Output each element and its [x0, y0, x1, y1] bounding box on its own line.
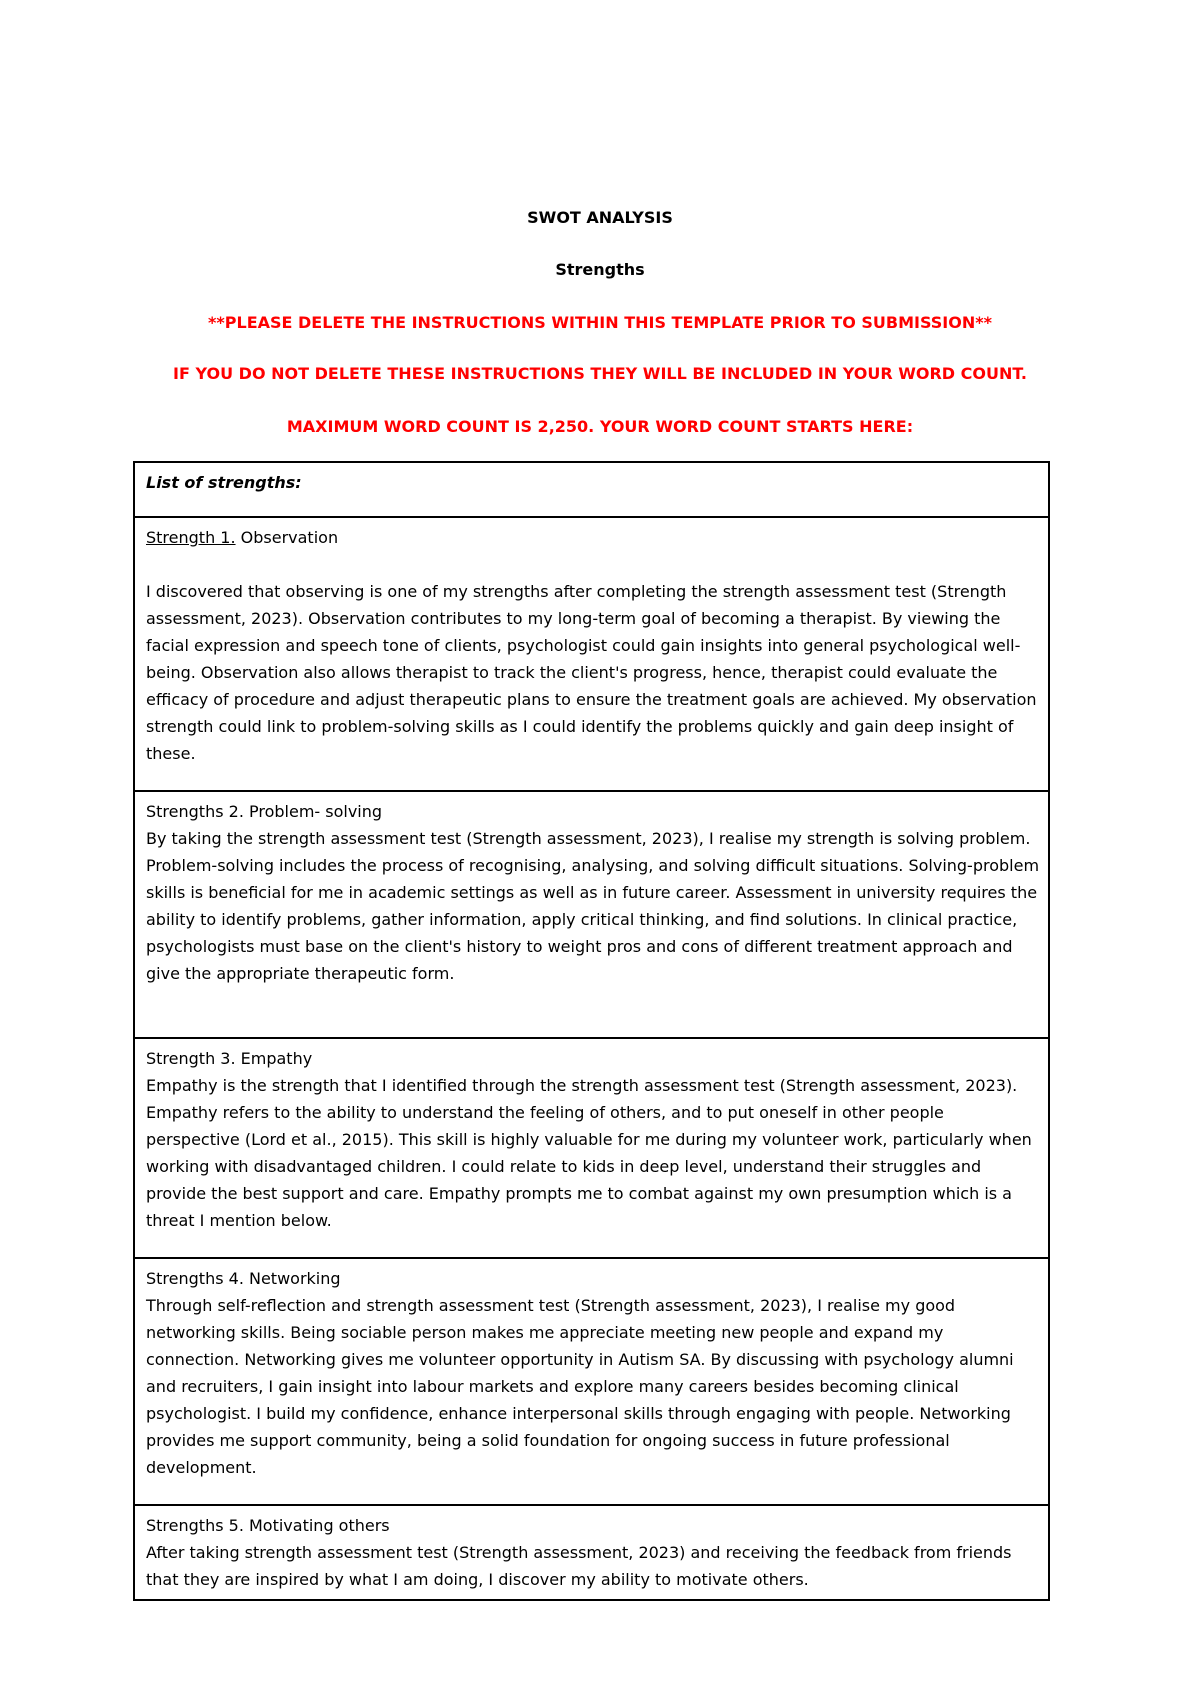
- table-header-cell: [134, 462, 1049, 517]
- table-row: [134, 462, 1049, 517]
- table-row: [134, 1258, 1049, 1505]
- strength-cell: [134, 517, 1049, 791]
- strength-heading: [146, 1045, 1040, 1072]
- document-title: SWOT ANALYSIS: [527, 208, 673, 227]
- table-row: [134, 791, 1049, 1038]
- strength-name: Empathy: [235, 1049, 313, 1068]
- strength-description: Empathy is the strength that I identified through the strength assessment test (Strength assessment, 2023). Empathy refers to the ability to understand the feeling of others, and to put oneself in other people perspective (Lord et al., 2015). This skill is highly valuable for me during my volunteer work, particularly when working with disadvantaged children. I could relate to kids in deep level, understand their struggles and provide the best support and care. Empathy prompts me to combat against my own presumption which is a threat I mention below.: [146, 1076, 1032, 1230]
- strength-heading: [146, 1512, 1040, 1539]
- instruction-line: MAXIMUM WORD COUNT IS 2,250. YOUR WORD COUNT STARTS HERE:: [286, 417, 914, 436]
- strength-name: Motivating others: [243, 1516, 390, 1535]
- strength-description: Through self-reflection and strength assessment test (Strength assessment, 2023), I realise my good networking skills. Being sociable person makes me appreciate meeting new people and expand my connection. Networking gives me volunteer opportunity in Autism SA. By discussing with psychology alumni and recruiters, I gain insight into labour markets and explore many careers besides becoming clinical psychologist. I build my confidence, enhance interpersonal skills through engaging with people. Networking provides me support community, being a solid foundation for ongoing success in future professional development.: [146, 1296, 1014, 1477]
- section-heading: Strengths: [555, 260, 645, 279]
- strengths-table: [133, 461, 1050, 1601]
- strength-name: Problem- solving: [243, 802, 383, 821]
- strength-description: By taking the strength assessment test (Strength assessment, 2023), I realise my strength is solving problem. Problem-solving includes the process of recognising, analysing, and solving difficult situations. Solving-problem skills is beneficial for me in academic settings as well as in future career. Assessment in university requires the ability to identify problems, gather information, apply critical thinking, and find solutions. In clinical practice, psychologists must base on the client's history to weight pros and cons of different treatment approach and give the appropriate therapeutic form.: [146, 829, 1040, 983]
- strength-cell: [134, 1505, 1049, 1600]
- strength-name: Observation: [235, 528, 339, 547]
- strength-number: Strength 3.: [146, 1049, 236, 1068]
- instruction-line: IF YOU DO NOT DELETE THESE INSTRUCTIONS THEY WILL BE INCLUDED IN YOUR WORD COUNT.: [173, 364, 1027, 383]
- paragraph-gap: [146, 551, 1040, 578]
- strength-cell: [134, 1038, 1049, 1258]
- strength-number: Strengths 4.: [146, 1269, 244, 1288]
- strength-name: Networking: [243, 1269, 341, 1288]
- strength-description: I discovered that observing is one of my strengths after completing the strength assessment test (Strength assessment, 2023). Observation contributes to my long-term goal of becoming a therapist. By viewing the facial expression and speech tone of clients, psychologist could gain insights into general psychological well-being. Observation also allows therapist to track the client's progress, hence, therapist could evaluate the efficacy of procedure and adjust therapeutic plans to ensure the treatment goals are achieved. My observation strength could link to problem-solving skills as I could identify the problems quickly and gain deep insight of these.: [146, 582, 1037, 763]
- table-row: [134, 1505, 1049, 1600]
- instruction-line: **PLEASE DELETE THE INSTRUCTIONS WITHIN THIS TEMPLATE PRIOR TO SUBMISSION**: [208, 313, 992, 332]
- table-row: [134, 517, 1049, 791]
- list-header: List of strengths:: [146, 473, 302, 492]
- strength-cell: [134, 1258, 1049, 1505]
- strength-number: Strengths 5.: [146, 1516, 244, 1535]
- strength-description: After taking strength assessment test (Strength assessment, 2023) and receiving the feedback from friends that they are inspired by what I am doing, I discover my ability to motivate others.: [146, 1543, 1012, 1589]
- table-row: [134, 1038, 1049, 1258]
- strength-number: Strengths 2.: [146, 802, 244, 821]
- strength-number: Strength 1.: [146, 528, 236, 547]
- strength-heading: [146, 524, 1040, 551]
- strength-heading: [146, 1265, 1040, 1292]
- strength-cell: [134, 791, 1049, 1038]
- strength-heading: [146, 798, 1040, 825]
